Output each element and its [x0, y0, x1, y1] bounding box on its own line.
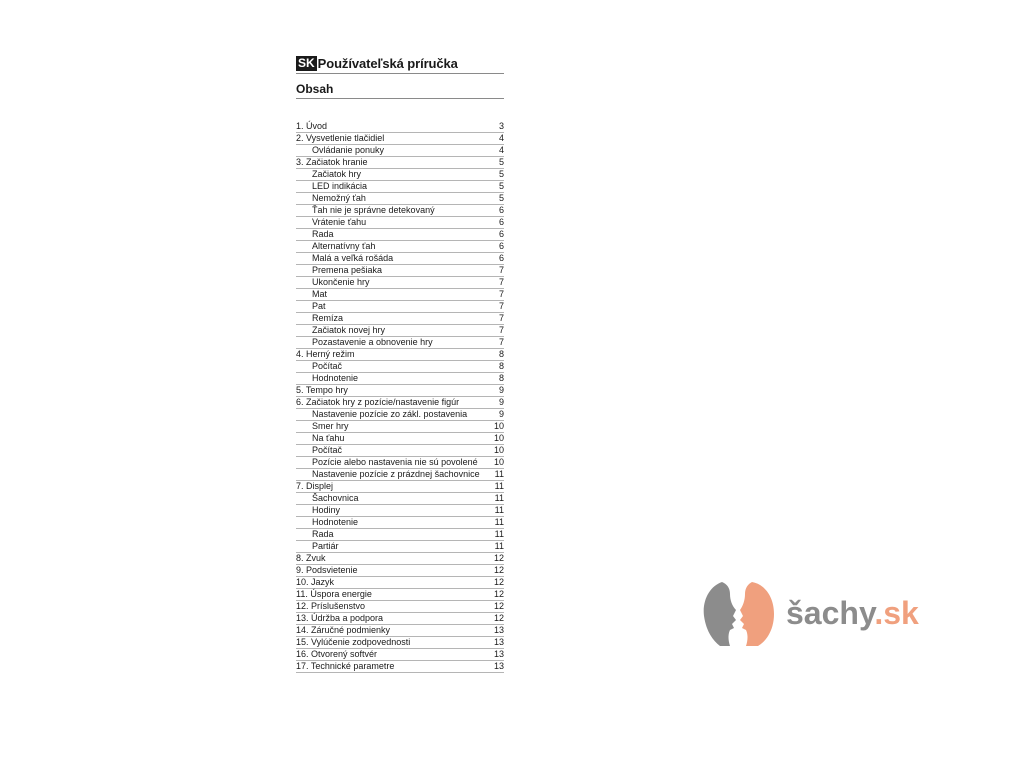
toc-entry-page-number: 12: [493, 601, 504, 611]
toc-entry-page-number: 9: [498, 397, 504, 407]
toc-entry-label: Rada: [312, 529, 334, 539]
toc-entry-page-number: 10: [493, 445, 504, 455]
toc-entry[interactable]: [296, 265, 504, 277]
toc-entry-label: Na ťahu: [312, 433, 345, 443]
toc-entry-page-number: 5: [498, 169, 504, 179]
toc-entry[interactable]: [296, 457, 504, 469]
toc-entry[interactable]: [296, 529, 504, 541]
toc-entry-label: Malá a veľká rošáda: [312, 253, 394, 263]
toc-entry[interactable]: [296, 121, 504, 133]
toc-entry-page-number: 5: [498, 181, 504, 191]
toc-entry-page-number: 12: [493, 577, 504, 587]
toc-entry-label: 1. Úvod: [296, 121, 328, 131]
toc-entry[interactable]: [296, 385, 504, 397]
toc-entry-page-number: 7: [498, 289, 504, 299]
toc-entry-page-number: 12: [493, 589, 504, 599]
toc-entry-label: 16. Otvorený softvér: [296, 649, 378, 659]
toc-entry-page-number: 11: [494, 469, 504, 479]
toc-entry-page-number: 7: [498, 277, 504, 287]
toc-entry-label: 15. Vylúčenie zodpovednosti: [296, 637, 411, 647]
toc-entry[interactable]: [296, 493, 504, 505]
toc-entry[interactable]: [296, 505, 504, 517]
toc-entry[interactable]: [296, 361, 504, 373]
toc-entry[interactable]: [296, 157, 504, 169]
toc-entry-label: Ukončenie hry: [312, 277, 370, 287]
toc-entry[interactable]: [296, 433, 504, 445]
toc-entry-label: Začiatok hry: [312, 169, 362, 179]
toc-entry[interactable]: [296, 421, 504, 433]
toc-entry-label: 14. Záručné podmienky: [296, 625, 391, 635]
toc-entry-label: 4. Herný režim: [296, 349, 355, 359]
sachy-logo[interactable]: [700, 578, 919, 648]
toc-entry-label: Počítač: [312, 445, 343, 455]
two-faces-logo-icon: [700, 578, 778, 648]
toc-entry-label: Mat: [312, 289, 328, 299]
toc-entry-label: Šachovnica: [312, 493, 359, 503]
toc-entry[interactable]: [296, 409, 504, 421]
toc-entry-label: Pozastavenie a obnovenie hry: [312, 337, 433, 347]
logo-extension: .sk: [874, 595, 919, 631]
toc-entry-label: Hodiny: [312, 505, 341, 515]
toc-entry[interactable]: [296, 649, 504, 661]
toc-entry-label: 12. Príslušenstvo: [296, 601, 366, 611]
toc-entry-page-number: 8: [498, 361, 504, 371]
toc-entry-page-number: 13: [493, 649, 504, 659]
toc-entry-page-number: 13: [493, 661, 504, 671]
toc-entry[interactable]: [296, 325, 504, 337]
document-title: Používateľská príručka: [317, 56, 458, 71]
gray-face-icon: [704, 582, 736, 646]
toc-entry-label: Vrátenie ťahu: [312, 217, 367, 227]
toc-entry-label: LED indikácia: [312, 181, 368, 191]
toc-entry[interactable]: [296, 445, 504, 457]
toc-entry-page-number: 11: [494, 529, 504, 539]
toc-entry-label: Premena pešiaka: [312, 265, 383, 275]
toc-entry[interactable]: [296, 481, 504, 493]
toc-entry[interactable]: [296, 565, 504, 577]
toc-entry[interactable]: [296, 553, 504, 565]
toc-entry-page-number: 5: [498, 157, 504, 167]
toc-entry-label: Alternatívny ťah: [312, 241, 376, 251]
toc-entry-page-number: 6: [498, 241, 504, 251]
toc-entry[interactable]: [296, 229, 504, 241]
toc-entry-label: Rada: [312, 229, 334, 239]
toc-entry-label: Partiár: [312, 541, 339, 551]
toc-entry[interactable]: [296, 541, 504, 553]
toc-entry-label: Hodnotenie: [312, 517, 359, 527]
toc-entry[interactable]: [296, 349, 504, 361]
toc-entry[interactable]: [296, 193, 504, 205]
toc-entry[interactable]: [296, 397, 504, 409]
toc-entry-page-number: 12: [493, 613, 504, 623]
toc-entry-page-number: 11: [494, 517, 504, 527]
toc-entry[interactable]: [296, 253, 504, 265]
toc-entry-label: 13. Údržba a podpora: [296, 613, 384, 623]
language-badge: SK: [298, 56, 315, 70]
toc-entry-page-number: 9: [498, 385, 504, 395]
toc-entry[interactable]: [296, 517, 504, 529]
toc-entry-label: Remíza: [312, 313, 344, 323]
toc-entry-page-number: 10: [493, 457, 504, 467]
toc-entry[interactable]: [296, 625, 504, 637]
toc-entry-page-number: 12: [493, 565, 504, 575]
toc-entry-page-number: 6: [498, 205, 504, 215]
toc-entry-label: Nastavenie pozície z prázdnej šachovnice: [312, 469, 480, 479]
toc-entry-page-number: 6: [498, 217, 504, 227]
toc-entry[interactable]: [296, 469, 504, 481]
toc-entry-page-number: 8: [498, 373, 504, 383]
toc-entry[interactable]: [296, 577, 504, 589]
toc-entry-page-number: 5: [498, 193, 504, 203]
toc-entry-label: Smer hry: [312, 421, 349, 431]
toc-entry-page-number: 6: [498, 253, 504, 263]
toc-entry-page-number: 3: [498, 121, 504, 131]
toc-entry-page-number: 10: [493, 421, 504, 431]
toc-entry[interactable]: [296, 181, 504, 193]
toc-entry-label: Hodnotenie: [312, 373, 359, 383]
peach-face-icon: [740, 582, 774, 646]
toc-entry-page-number: 7: [498, 325, 504, 335]
toc-entry-label: Počítač: [312, 361, 343, 371]
toc-entry[interactable]: [296, 337, 504, 349]
toc-entry-label: 2. Vysvetlenie tlačidiel: [296, 133, 385, 143]
toc-entry-label: 10. Jazyk: [296, 577, 335, 587]
toc-entry-page-number: 11: [494, 493, 504, 503]
toc-entry-label: 3. Začiatok hranie: [296, 157, 368, 167]
toc-entry[interactable]: [296, 373, 504, 385]
toc-entry-label: Nemožný ťah: [312, 193, 366, 203]
toc-entry-page-number: 13: [493, 637, 504, 647]
toc-entry-label: Nastavenie pozície zo zákl. postavenia: [312, 409, 468, 419]
toc-entry-page-number: 4: [498, 145, 504, 155]
toc-entry[interactable]: [296, 301, 504, 313]
toc-entry-page-number: 4: [498, 133, 504, 143]
toc-entry[interactable]: [296, 241, 504, 253]
toc-entry[interactable]: [296, 313, 504, 325]
toc-entry-label: 11. Úspora energie: [296, 589, 372, 599]
toc-entry[interactable]: [296, 217, 504, 229]
toc-heading: Obsah: [296, 82, 504, 99]
toc-entry-page-number: 7: [498, 337, 504, 347]
toc-entry-page-number: 12: [493, 553, 504, 563]
toc-entry-page-number: 7: [498, 301, 504, 311]
toc-entry-page-number: 10: [493, 433, 504, 443]
toc-entry[interactable]: [296, 637, 504, 649]
toc-entry[interactable]: [296, 661, 504, 673]
logo-word: šachy: [786, 595, 875, 631]
toc-entry-page-number: 11: [494, 481, 504, 491]
toc-entry[interactable]: [296, 613, 504, 625]
document-header: [296, 56, 504, 74]
toc-entry-label: Ťah nie je správne detekovaný: [312, 205, 435, 215]
toc-entry-label: 6. Začiatok hry z pozície/nastavenie figúr: [296, 397, 460, 407]
toc-entry-label: Začiatok novej hry: [312, 325, 386, 335]
toc-entry-label: 5. Tempo hry: [296, 385, 348, 395]
toc-entry-label: 7. Displej: [296, 481, 334, 491]
toc-entry[interactable]: [296, 169, 504, 181]
toc-entry-label: Pozície alebo nastavenia nie sú povolené: [312, 457, 478, 467]
toc-entry[interactable]: [296, 133, 504, 145]
toc-entry-page-number: 11: [494, 541, 504, 551]
toc-entry-page-number: 11: [494, 505, 504, 515]
logo-wordmark: [786, 596, 919, 630]
toc-entry[interactable]: [296, 145, 504, 157]
toc-entry-page-number: 13: [493, 625, 504, 635]
toc-entry-label: 17. Technické parametre: [296, 661, 395, 671]
toc-entry[interactable]: [296, 601, 504, 613]
toc-entry[interactable]: [296, 589, 504, 601]
toc-entry-label: 8. Zvuk: [296, 553, 326, 563]
toc-entry-label: Pat: [312, 301, 326, 311]
toc-entry-label: Ovládanie ponuky: [312, 145, 385, 155]
toc-entry[interactable]: [296, 289, 504, 301]
table-of-contents: [296, 121, 504, 673]
toc-entry-page-number: 7: [498, 265, 504, 275]
toc-entry-page-number: 7: [498, 313, 504, 323]
toc-entry-label: 9. Podsvietenie: [296, 565, 358, 575]
toc-entry[interactable]: [296, 277, 504, 289]
toc-entry-page-number: 8: [498, 349, 504, 359]
toc-entry[interactable]: [296, 205, 504, 217]
toc-entry-page-number: 6: [498, 229, 504, 239]
toc-entry-page-number: 9: [498, 409, 504, 419]
